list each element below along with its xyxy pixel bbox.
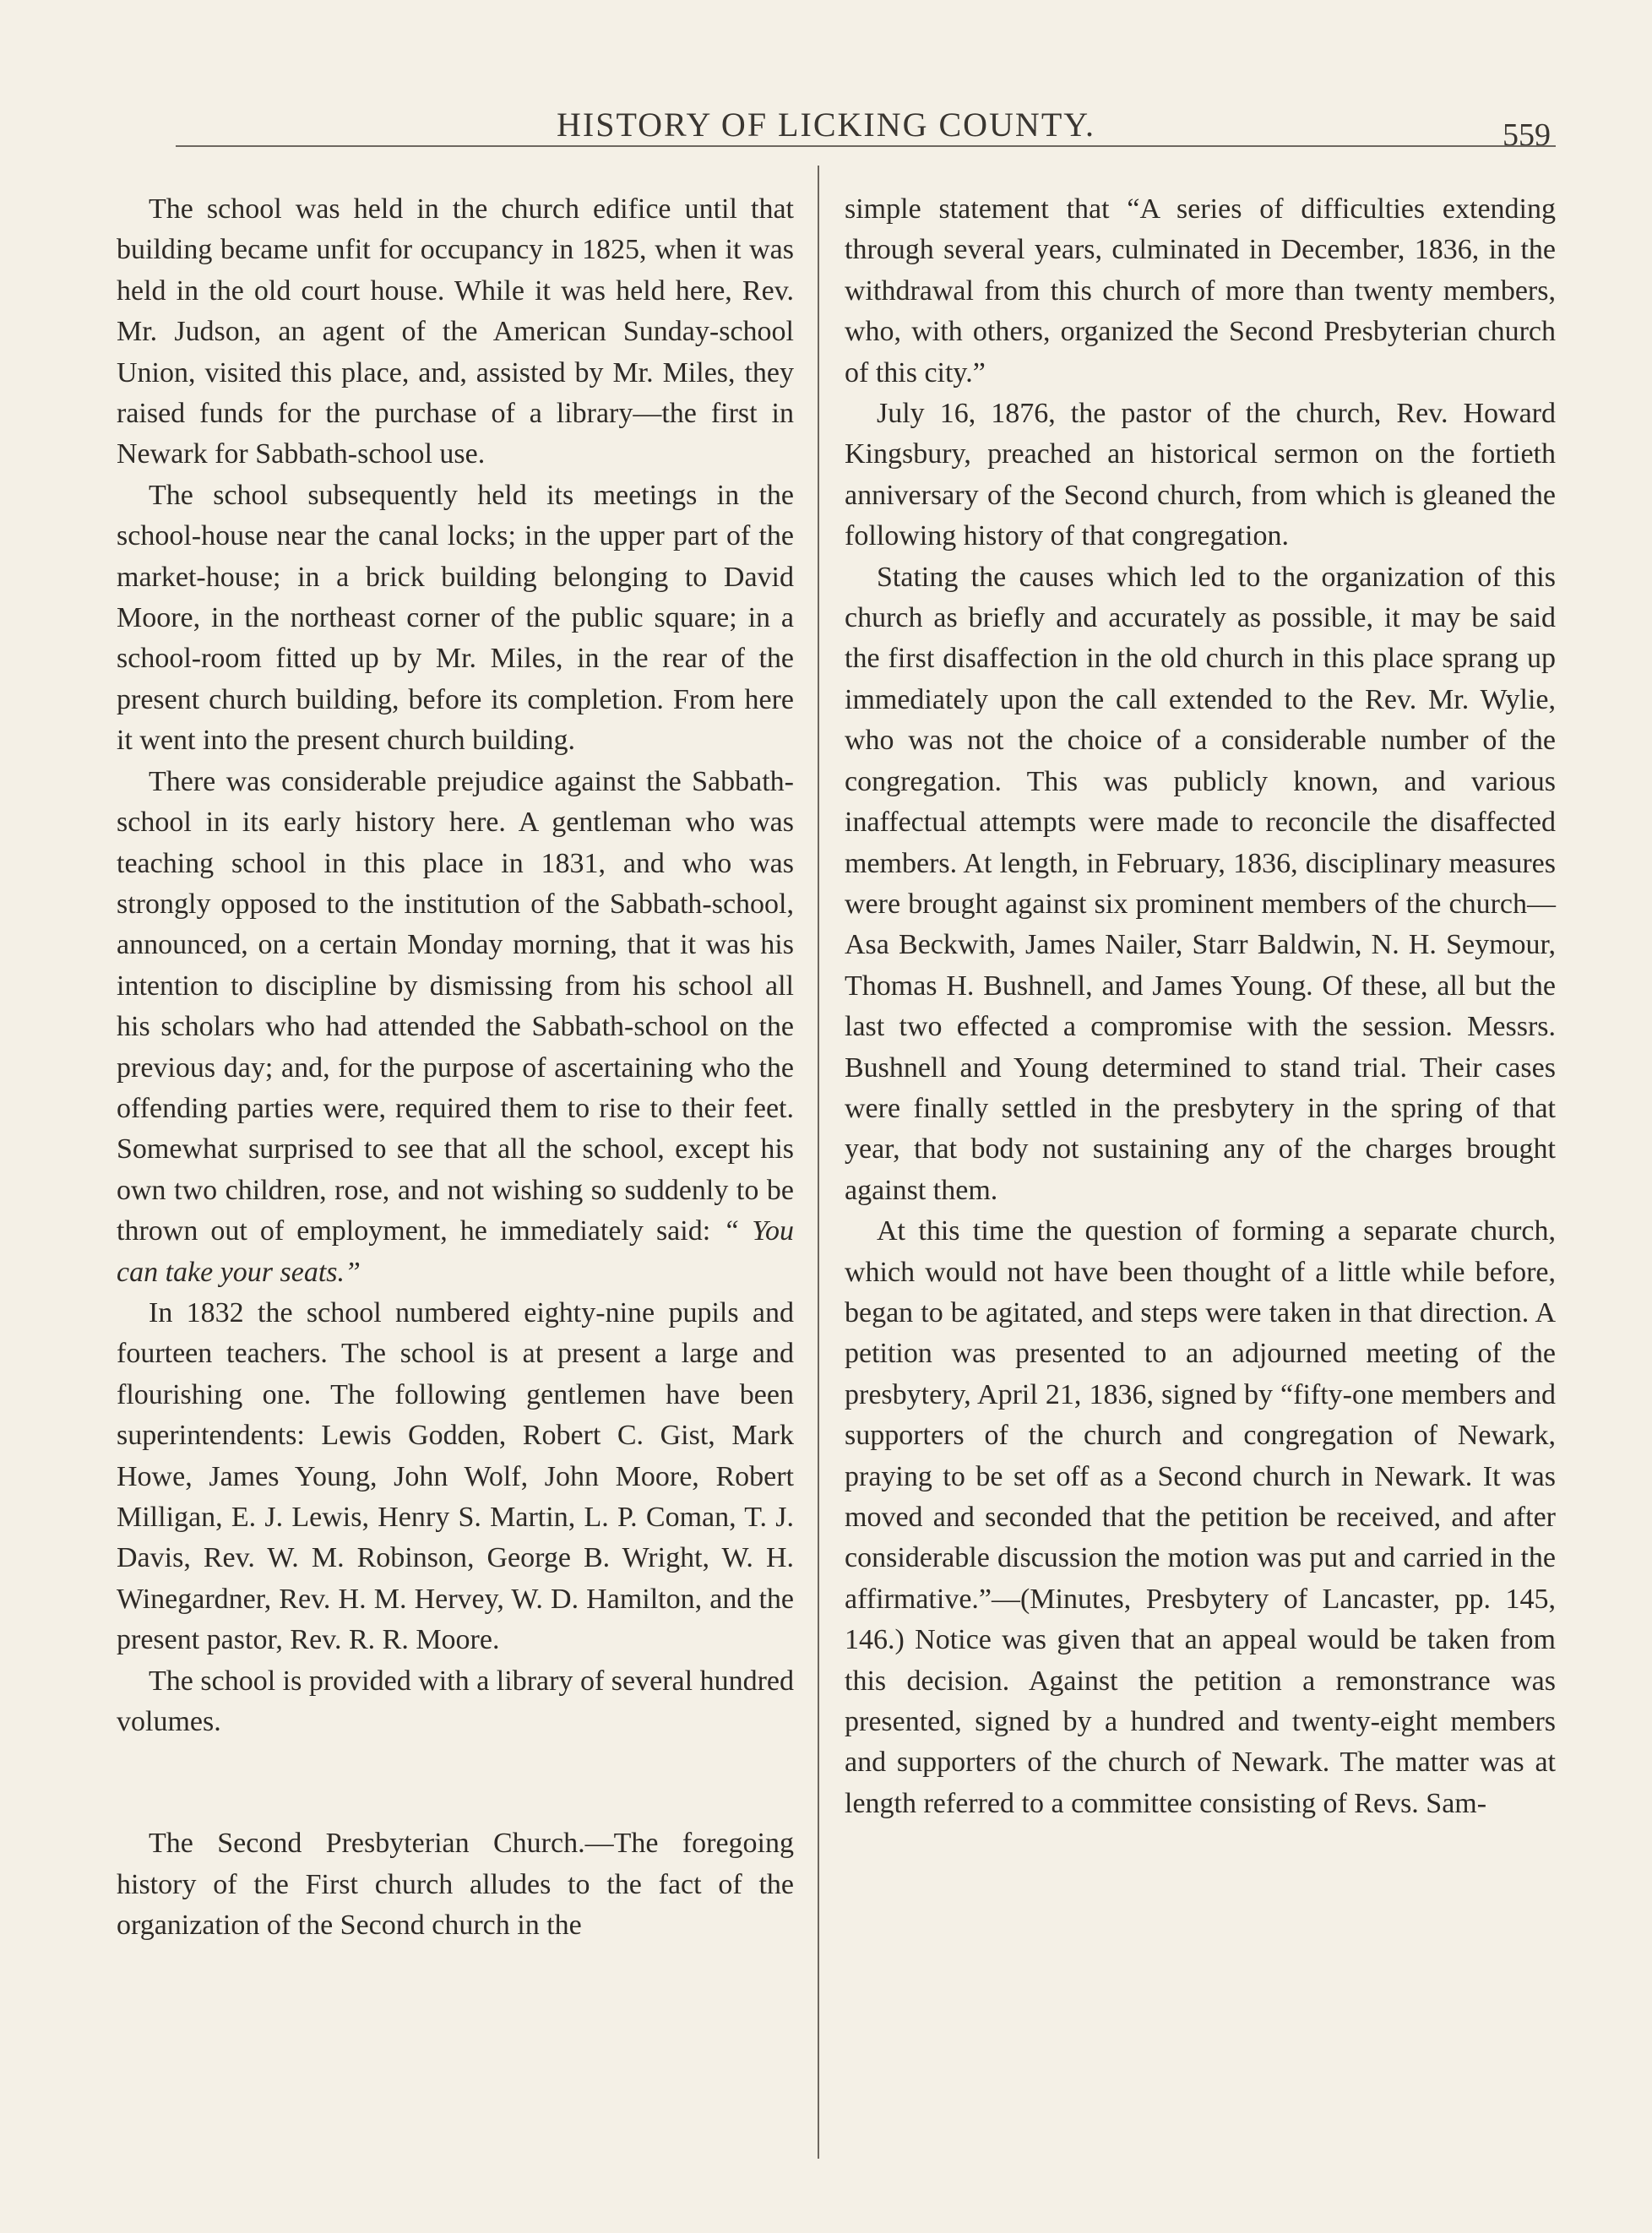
column-divider xyxy=(818,166,819,2159)
paragraph: The school is provided with a library of several hundred volumes. xyxy=(117,1665,794,1738)
paragraph-text: There was considerable prejudice against the Sabbath-school in its early history here. A gentleman who was teaching school in this place in 1831, and who was strongly opposed to the institution of the Sabbath-school, announced, on a certain Monday morning, that it was his intention to discipline by dismissing from his school all his scholars who had attended the Sabbath-school on the previous day; and, for the purpose of ascertaining who the offending parties were, required them to rise to their feet. Somewhat surprised to see that all the school, except his own two children, rose, and not wishing so suddenly to be thrown out of employment, he immediately said: xyxy=(117,765,794,1247)
header-rule xyxy=(176,145,1556,147)
paragraph: July 16, 1876, the pastor of the church, Rev. Howard Kingsbury, preached an historical sermon on the fortieth anniversary of the Second church, from which is gleaned the following history of that congregation. xyxy=(845,398,1556,552)
right-column xyxy=(845,189,1556,1824)
section-title: The Second Presbyterian Church. xyxy=(149,1828,585,1860)
paragraph: The school subsequently held its meetings in the school-house near the canal locks; in the upper part of the market-house; in a brick building belonging to David Moore, in the northeast corner of the public square; in a school-room fitted up by Mr. Miles, in the rear of the present church building, before its completion. From here it went into the present church building. xyxy=(117,479,794,757)
paragraph: In 1832 the school numbered eighty-nine pupils and fourteen teachers. The school is at present a large and flourishing one. The following gentlemen have been superintendents: Lewis Godden, Robert C. Gist, Mark Howe, James Young, John Wolf, John Moore, Robert Milligan, E. J. Lewis, Henry S. Martin, L. P. Coman, T. J. Davis, Rev. W. M. Robinson, George B. Wright, W. H. Winegardner, Rev. H. M. Hervey, W. D. Hamilton, and the present pastor, Rev. R. R. Moore. xyxy=(117,1296,794,1656)
paragraph: Stating the causes which led to the organization of this church as briefly and accurately as possible, it may be said the first disaffection in the old church in this place sprang up immediately upon the call extended to the Rev. Mr. Wylie, who was not the choice of a considerable number of the congregation. This was publicly known, and various inaffectual attempts were made to reconcile the disaffected members. At length, in February, 1836, disciplinary measures were brought against six prominent members of the church—Asa Beckwith, James Nailer, Starr Baldwin, N. H. Seymour, Thomas H. Bushnell, and James Young. Of these, all but the last two effected a compromise with the session. Messrs. Bushnell and Young determined to stand trial. Their cases were finally settled in the presbytery in the spring of that year, that body not sustaining any of the charges brought against them. xyxy=(845,561,1556,1206)
section-paragraph xyxy=(117,1823,794,1946)
section-spacer xyxy=(117,1742,794,1823)
paragraph: The school was held in the church edifice until that building became unfit for occupancy in 1825, when it was held in the old court house. While it was held here, Rev. Mr. Judson, an agent of the American Sunday-school Union, visited this place, and, assisted by Mr. Miles, they raised funds for the purchase of a library—the first in Newark for Sabbath-school use. xyxy=(117,193,794,470)
section-text: —The foregoing history of the First church alludes to the fact of the organization of the Second church in the xyxy=(117,1828,794,1942)
page-number: 559 xyxy=(1503,117,1551,153)
running-title: HISTORY OF LICKING COUNTY. xyxy=(557,106,1095,144)
paragraph: simple statement that “A series of difficulties extending through several years, culminated in December, 1836, in the withdrawal from this church of more than twenty members, who, with others, organized the Second Presbyterian church of this city.” xyxy=(845,193,1556,388)
paragraph xyxy=(117,762,794,1293)
quotation: “ You can take your seats.” xyxy=(117,1215,794,1288)
left-column xyxy=(117,189,794,1947)
paragraph: At this time the question of forming a separate church, which would not have been thought of a little while before, began to be agitated, and steps were taken in that direction. A petition was presented to an adjourned meeting of the presbytery, April 21, 1836, signed by “fifty-one members and supporters of the church and congregation of Newark, praying to be set off as a Second church in Newark. It was moved and seconded that the petition be received, and after considerable discussion the motion was put and carried in the affirmative.”—(Minutes, Presbytery of Lancaster, pp. 145, 146.) Notice was given that an appeal would be taken from this decision. Against the petition a remonstrance was presented, signed by a hundred and twenty-eight members and supporters of the church of Newark. The matter was at length referred to a committee consisting of Revs. Sam- xyxy=(845,1215,1556,1819)
